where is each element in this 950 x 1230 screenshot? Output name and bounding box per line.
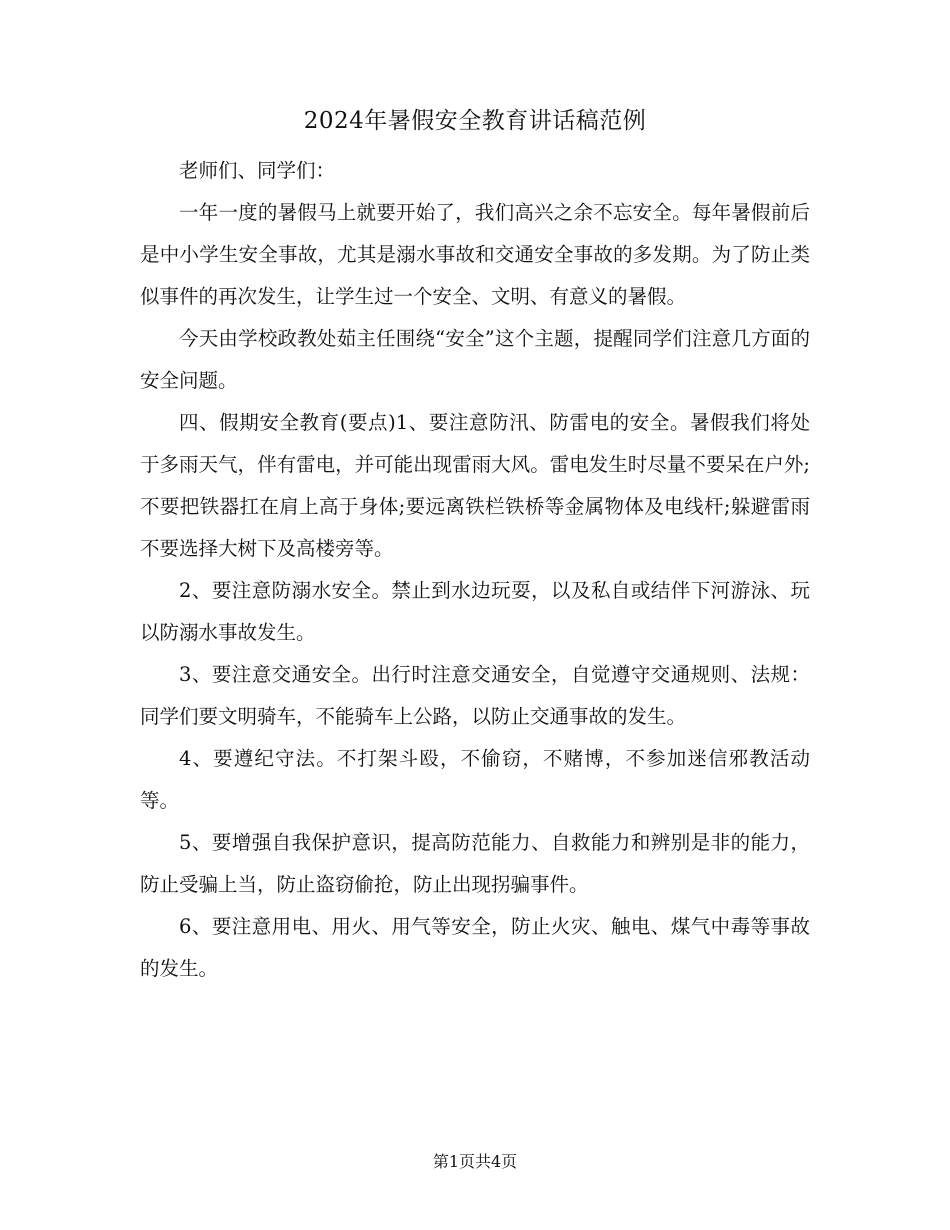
paragraph-point-3: 3、要注意交通安全。出行时注意交通安全，自觉遵守交通规则、法规：同学们要文明骑车，不能骑车上公路，以防止交通事故的发生。 — [140, 663, 810, 728]
document-title: 2024年暑假安全教育讲话稿范例 — [303, 108, 647, 134]
paragraph-point-2: 2、要注意防溺水安全。禁止到水边玩耍，以及私自或结伴下河游泳、玩以防溺水事故发生。 — [140, 579, 810, 644]
document-body — [140, 150, 810, 990]
paragraph-point-1: 四、假期安全教育(要点)1、要注意防汛、防雷电的安全。暑假我们将处于多雨天气，伴有雷电，并可能出现雷雨大风。雷电发生时尽量不要呆在户外;不要把铁器扛在肩上高于身体;要远离铁栏铁桥等金属物体及电线杆;躲避雷雨不要选择大树下及高楼旁等。 — [140, 411, 810, 560]
paragraph-topic: 今天由学校政教处茹主任围绕“安全”这个主题，提醒同学们注意几方面的安全问题。 — [140, 327, 810, 392]
paragraph-greeting: 老师们、同学们： — [179, 159, 336, 182]
paragraph-intro: 一年一度的暑假马上就要开始了，我们高兴之余不忘安全。每年暑假前后是中小学生安全事故，尤其是溺水事故和交通安全事故的多发期。为了防止类似事件的再次发生，让学生过一个安全、文明、有意义的暑假。 — [140, 201, 810, 308]
paragraph-point-5: 5、要增强自我保护意识，提高防范能力、自救能力和辨别是非的能力，防止受骗上当，防止盗窃偷抢，防止出现拐骗事件。 — [140, 831, 810, 896]
paragraph-point-6: 6、要注意用电、用火、用气等安全，防止火灾、触电、煤气中毒等事故的发生。 — [140, 915, 810, 980]
paragraph-point-4: 4、要遵纪守法。不打架斗殴，不偷窃，不赌博，不参加迷信邪教活动等。 — [140, 747, 810, 812]
page-footer: 第1页共4页 — [432, 1152, 518, 1171]
